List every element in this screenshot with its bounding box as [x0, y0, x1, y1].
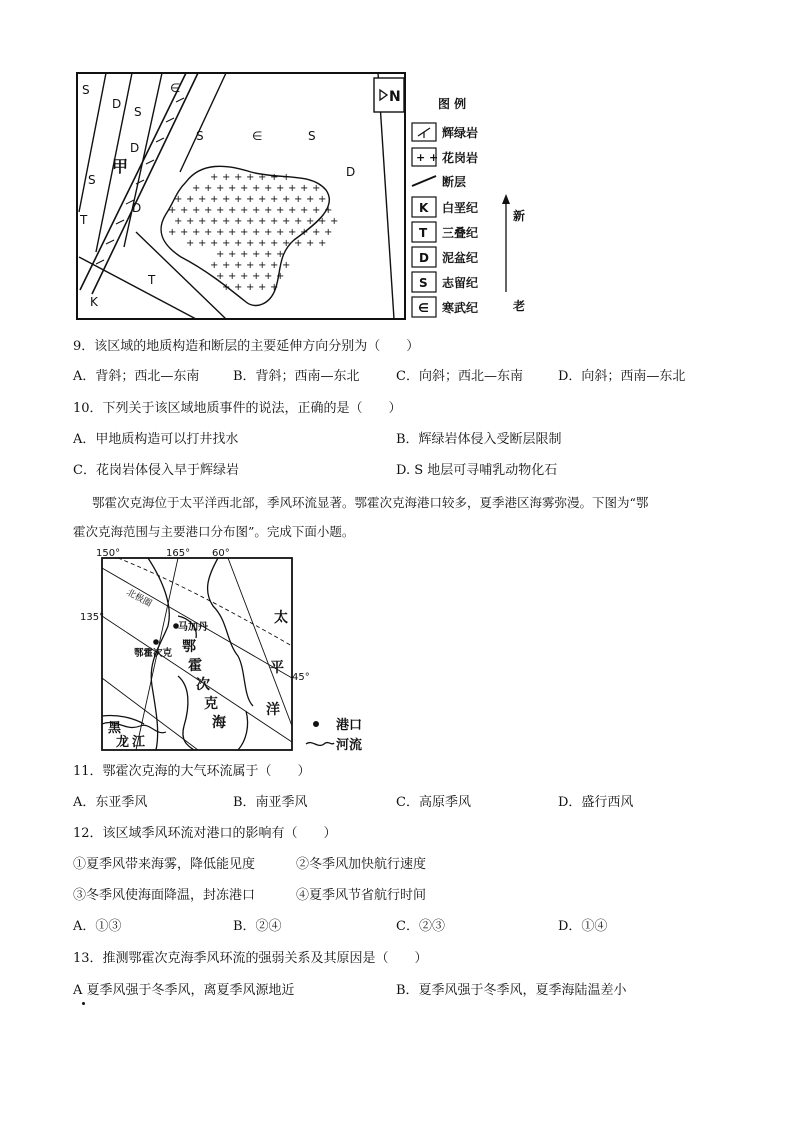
granite-cross: + [282, 238, 291, 249]
granite-cross: + [246, 260, 255, 271]
q9-stem: 9．该区域的地质构造和断层的主要延伸方向分别为（ ） [73, 339, 420, 354]
granite-cross: + [216, 271, 225, 282]
legend-diabase: 辉绿岩 [442, 126, 479, 140]
granite-cross: + [174, 194, 183, 205]
granite-cross: + [210, 238, 219, 249]
granite-cross: + [276, 271, 285, 282]
q11-option-a[interactable]: A．东亚季风 [73, 795, 148, 810]
stratum-label: D [130, 141, 140, 155]
granite-cross: + [252, 271, 261, 282]
granite-cross: + [240, 227, 249, 238]
granite-cross: + [198, 194, 207, 205]
granite-cross: + [270, 260, 279, 271]
granite-cross: + [216, 249, 225, 260]
intro-paragraph-line2: 霍次克海范围与主要港口分布图”。完成下面小题。 [73, 524, 355, 539]
stratum-label: D [132, 201, 142, 215]
q11-option-d[interactable]: D．盛行西风 [558, 795, 634, 810]
q11-option-c[interactable]: C．高原季风 [396, 795, 471, 810]
lon-165-label: 165° [166, 548, 191, 559]
granite-cross: + [246, 172, 255, 183]
granite-cross: + [282, 260, 291, 271]
q12-statement-2: ②冬季风加快航行速度 [296, 857, 427, 872]
lat-60-label: 60° [212, 548, 230, 559]
q13-option-b[interactable]: B．夏季风强于冬季风，夏季海陆温差小 [396, 983, 627, 998]
q11-stem: 11．鄂霍次克海的大气环流属于（ ） [73, 764, 311, 779]
granite-cross: + [270, 238, 279, 249]
granite-cross: + [294, 238, 303, 249]
granite-cross: + [228, 205, 237, 216]
granite-cross: + [234, 172, 243, 183]
river-name-char: 江 [132, 735, 146, 750]
granite-cross: + [252, 183, 261, 194]
granite-cross: + [288, 227, 297, 238]
legend-fault: 断层 [442, 175, 467, 189]
legend-cambrian: 寒武纪 [442, 301, 479, 315]
granite-cross: + [210, 216, 219, 227]
granite-cross: + [216, 205, 225, 216]
granite-cross: + [240, 271, 249, 282]
q12-option-c[interactable]: C．②③ [396, 919, 445, 934]
granite-cross: + [168, 205, 177, 216]
granite-cross: + [192, 183, 201, 194]
stratum-label: D [112, 97, 122, 111]
granite-cross: + [222, 238, 231, 249]
granite-cross: + [198, 216, 207, 227]
sea-name-char: 海 [212, 715, 226, 731]
granite-cross: + [228, 271, 237, 282]
granite-cross: + [270, 282, 279, 293]
granite-cross: + [270, 172, 279, 183]
stratum-label: T [148, 273, 156, 287]
granite-cross: + [234, 260, 243, 271]
intro-paragraph-line1: 鄂霍次克海位于太平洋西北部，季风环流显著。鄂霍次克海港口较多，夏季港区海雾弥漫。下图为“鄂 [92, 495, 649, 510]
granite-cross: + [228, 183, 237, 194]
granite-cross: + [306, 216, 315, 227]
okhotsk-sea-map [78, 546, 378, 758]
stratum-label: ∈ [252, 129, 263, 143]
granite-cross: + [294, 194, 303, 205]
q12-statement-4: ④夏季风节省航行时间 [296, 888, 427, 903]
granite-cross: + [210, 194, 219, 205]
legend-river: 河流 [336, 738, 363, 753]
granite-cross: + [186, 238, 195, 249]
granite-cross: + [294, 216, 303, 227]
granite-cross: + [270, 194, 279, 205]
legend-cretaceous: 白垩纪 [442, 201, 479, 215]
granite-cross: + [276, 227, 285, 238]
old-label: 老 [513, 299, 526, 313]
granite-cross: + [288, 183, 297, 194]
symbol-s: S [419, 276, 428, 290]
granite-cross: + [312, 183, 321, 194]
port-okhotsk-label: 鄂霍次克 [134, 648, 173, 659]
granite-cross: + [168, 227, 177, 238]
granite-cross: + [246, 238, 255, 249]
lat-45-label: 45° [292, 672, 310, 683]
granite-cross: + [282, 216, 291, 227]
granite-cross: + [234, 216, 243, 227]
q9-option-b[interactable]: B．背斜；西南—东北 [233, 369, 360, 384]
granite-cross: + [234, 194, 243, 205]
q12-option-d[interactable]: D．①④ [558, 919, 608, 934]
granite-cross: + [210, 260, 219, 271]
sea-name-char: 霍 [188, 658, 202, 674]
granite-cross: + [324, 227, 333, 238]
granite-cross: + [318, 238, 327, 249]
granite-cross: + [276, 205, 285, 216]
granite-cross: + [222, 282, 231, 293]
stratum-label: ∈ [170, 81, 181, 95]
granite-cross: + [282, 172, 291, 183]
new-label: 新 [513, 209, 526, 223]
q9-option-c[interactable]: C．向斜；西北—东南 [396, 369, 523, 384]
q10-option-d[interactable]: D. S 地层可寻哺乳动物化石 [396, 463, 558, 478]
granite-cross: + [192, 205, 201, 216]
granite-cross: + [312, 205, 321, 216]
river-name-char: 龙 [116, 735, 130, 750]
granite-cross: + [222, 260, 231, 271]
stratum-label: S [196, 129, 204, 143]
q12-stem: 12．该区域季风环流对港口的影响有（ ） [73, 826, 337, 841]
arctic-circle-label: 北极圈 [124, 587, 154, 610]
legend-silurian: 志留纪 [442, 276, 479, 290]
granite-cross: + [246, 194, 255, 205]
stratum-label: S [134, 105, 142, 119]
q12-option-b[interactable]: B．②④ [233, 919, 282, 934]
q10-option-c[interactable]: C．花岗岩体侵入早于辉绿岩 [73, 463, 239, 478]
granite-cross: + [252, 227, 261, 238]
granite-cross: + [252, 205, 261, 216]
sea-name-char: 克 [204, 696, 218, 712]
granite-cross: + [276, 249, 285, 260]
granite-cross: + [240, 183, 249, 194]
granite-cross: + [234, 238, 243, 249]
granite-cross: + [180, 205, 189, 216]
symbol-t: T [419, 226, 428, 240]
granite-cross: + [234, 282, 243, 293]
granite-cross: + [258, 194, 267, 205]
legend-title: 图 例 [438, 97, 467, 111]
granite-cross: + [204, 227, 213, 238]
granite-cross: + [258, 238, 267, 249]
q9-option-a[interactable]: A．背斜；西北—东南 [73, 369, 200, 384]
granite-cross: + [222, 172, 231, 183]
granite-cross: + [216, 183, 225, 194]
ocean-name-char: 洋 [266, 702, 280, 718]
granite-cross: + [192, 227, 201, 238]
q10-stem: 10．下列关于该区域地质事件的说法，正确的是（ ） [73, 401, 402, 416]
granite-cross: + [312, 227, 321, 238]
granite-cross: + [210, 172, 219, 183]
granite-cross: + [288, 205, 297, 216]
q10-option-b[interactable]: B．辉绿岩体侵入受断层限制 [396, 432, 562, 447]
granite-cross: + [228, 227, 237, 238]
lon-150-label: 150° [96, 548, 121, 559]
granite-cross: + [186, 194, 195, 205]
stratum-label: S [308, 129, 316, 143]
granite-cross: + [330, 216, 339, 227]
sea-name-char: 次 [196, 677, 210, 693]
granite-cross: + [198, 238, 207, 249]
granite-cross: + [222, 216, 231, 227]
river-name-char: 黑 [108, 721, 122, 736]
granite-cross: + [216, 227, 225, 238]
q13-option-a[interactable]: A 夏季风强于冬季风，离夏季风源地近 [73, 983, 295, 998]
granite-cross: + [264, 249, 273, 260]
symbol-d: D [419, 251, 429, 265]
granite-cross: + [276, 183, 285, 194]
granite-cross: + [324, 205, 333, 216]
granite-symbol: + + [416, 151, 439, 164]
q11-option-b[interactable]: B．南亚季风 [233, 795, 308, 810]
stratum-label: K [90, 295, 98, 309]
granite-cross: + [264, 227, 273, 238]
q10-option-a[interactable]: A．甲地质构造可以打井找水 [73, 432, 239, 447]
port-magadan-label: 马加丹 [178, 622, 208, 633]
geologic-map [76, 72, 406, 320]
granite-cross: + [246, 216, 255, 227]
q12-statement-3: ③冬季风使海面降温，封冻港口 [73, 888, 256, 903]
stratum-label: S [88, 173, 96, 187]
granite-cross: + [282, 194, 291, 205]
granite-cross: + [186, 216, 195, 227]
q9-option-d[interactable]: D．向斜；西南—东北 [558, 369, 686, 384]
stratum-label: S [82, 83, 90, 97]
granite-cross: + [264, 271, 273, 282]
geologic-legend [410, 92, 530, 322]
granite-cross: + [258, 216, 267, 227]
granite-cross: + [300, 183, 309, 194]
ocean-name-char: 平 [270, 660, 284, 676]
granite-cross: + [240, 249, 249, 260]
granite-cross: + [270, 216, 279, 227]
granite-cross: + [306, 194, 315, 205]
q12-statement-1: ①夏季风带来海雾，降低能见度 [73, 857, 256, 872]
granite-cross: + [318, 194, 327, 205]
legend-port: 港口 [336, 718, 363, 733]
granite-cross: + [204, 205, 213, 216]
legend-granite: 花岗岩 [442, 151, 479, 165]
north-label: N [389, 89, 401, 105]
stray-dot [82, 1002, 85, 1005]
granite-cross: + [318, 216, 327, 227]
lat-135-label: 135° [80, 612, 105, 623]
granite-cross: + [180, 227, 189, 238]
q13-stem: 13．推测鄂霍次克海季风环流的强弱关系及其原因是（ ） [73, 951, 428, 966]
granite-cross: + [228, 249, 237, 260]
stratum-label: T [80, 213, 88, 227]
granite-cross: + [246, 282, 255, 293]
granite-cross: + [258, 172, 267, 183]
granite-cross: + [264, 183, 273, 194]
granite-cross: + [174, 216, 183, 227]
symbol-cambrian: ∈ [418, 301, 429, 315]
granite-cross: + [300, 205, 309, 216]
granite-cross: + [306, 238, 315, 249]
granite-cross: + [258, 260, 267, 271]
q12-option-a[interactable]: A．①③ [73, 919, 122, 934]
legend-triassic: 三叠纪 [442, 226, 479, 240]
legend-devonian: 泥盆纪 [442, 251, 479, 265]
structure-jia-label: 甲 [112, 157, 129, 176]
granite-cross: + [264, 205, 273, 216]
granite-cross: + [204, 183, 213, 194]
sea-name-char: 鄂 [182, 639, 196, 655]
granite-cross: + [240, 205, 249, 216]
granite-cross: + [222, 194, 231, 205]
symbol-k: K [419, 201, 429, 215]
granite-cross: + [258, 282, 267, 293]
granite-cross: + [252, 249, 261, 260]
granite-cross: + [300, 227, 309, 238]
stratum-label: D [346, 165, 356, 179]
ocean-name-char: 太 [274, 610, 288, 626]
